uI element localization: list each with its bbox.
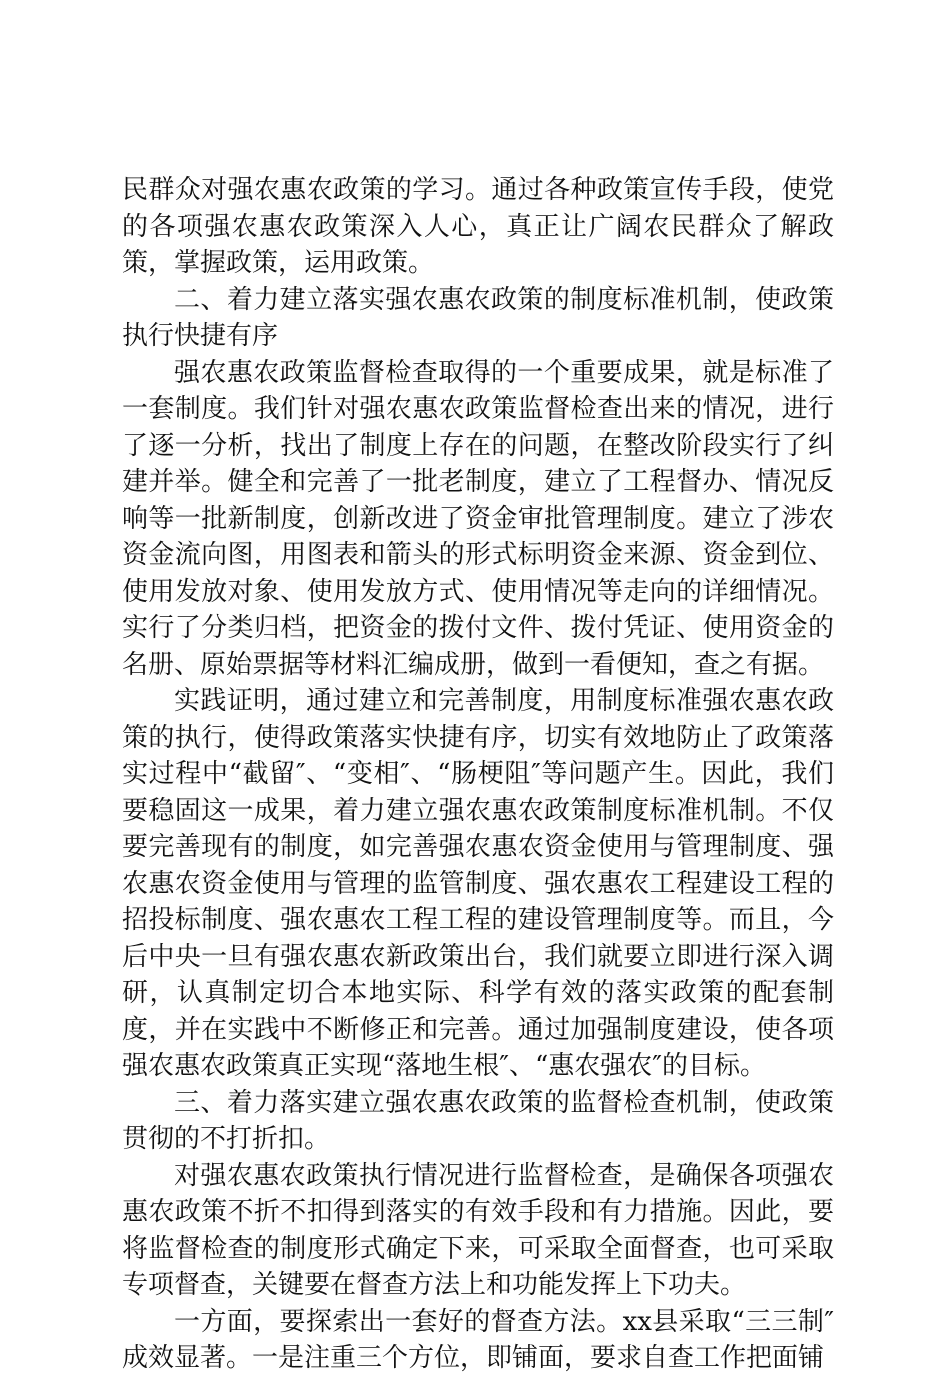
paragraph-inspection-method: 一方面，要探索出一套好的督查方法。xx县采取“三三制″成效显著。一是注重三个方位，即铺面，要求自查工作把面铺	[122, 1306, 834, 1373]
paragraph-practice-proof: 实践证明，通过建立和完善制度，用制度标准强农惠农政策的执行，使得政策落实快捷有序，切实有效地防止了政策落实过程中“截留″、“变相″、“肠梗阻″等问题产生。因此，我们要稳固这一成果，着力建立强农惠农政策制度标准机制。不仅要完善现有的制度，如完善强农惠农资金使用与管理制度、强农惠农资金使用与管理的监管制度、强农惠农工程建设工程的招投标制度、强农惠农工程工程的建设管理制度等。而且，今后中央一旦有强农惠农新政策出台，我们就要立即进行深入调研，认真制定切合本地实际、科学有效的落实政策的配套制度，并在实践中不断修正和完善。通过加强制度建设，使各项强农惠农政策真正实现“落地生根″、“惠农强农″的目标。	[122, 686, 834, 1081]
paragraph-continuation: 民群众对强农惠农政策的学习。通过各种政策宣传手段，使党的各项强农惠农政策深入人心，真正让广阔农民群众了解政策，掌握政策，运用政策。	[122, 175, 834, 278]
section-heading-2: 二、着力建立落实强农惠农政策的制度标准机制，使政策执行快捷有序	[122, 284, 834, 351]
section-heading-3: 三、着力落实建立强农惠农政策的监督检查机制，使政策贯彻的不打折扣。	[122, 1087, 834, 1154]
paragraph-supervision: 对强农惠农政策执行情况进行监督检查，是确保各项强农惠农政策不折不扣得到落实的有效手段和有力措施。因此，要将监督检查的制度形式确定下来，可采取全面督查，也可采取专项督查，关键要在督查方法上和功能发挥上下功夫。	[122, 1160, 834, 1300]
document-body	[122, 172, 834, 1377]
paragraph-system-results: 强农惠农政策监督检查取得的一个重要成果，就是标准了一套制度。我们针对强农惠农政策监督检查出来的情况，进行了逐一分析，找出了制度上存在的问题，在整改阶段实行了纠建并举。健全和完善了一批老制度，建立了工程督办、情况反响等一批新制度，创新改进了资金审批管理制度。建立了涉农资金流向图，用图表和箭头的形式标明资金来源、资金到位、使用发放对象、使用发放方式、使用情况等走向的详细情况。实行了分类归档，把资金的拨付文件、拨付凭证、使用资金的名册、原始票据等材料汇编成册，做到一看便知，查之有据。	[122, 357, 834, 680]
